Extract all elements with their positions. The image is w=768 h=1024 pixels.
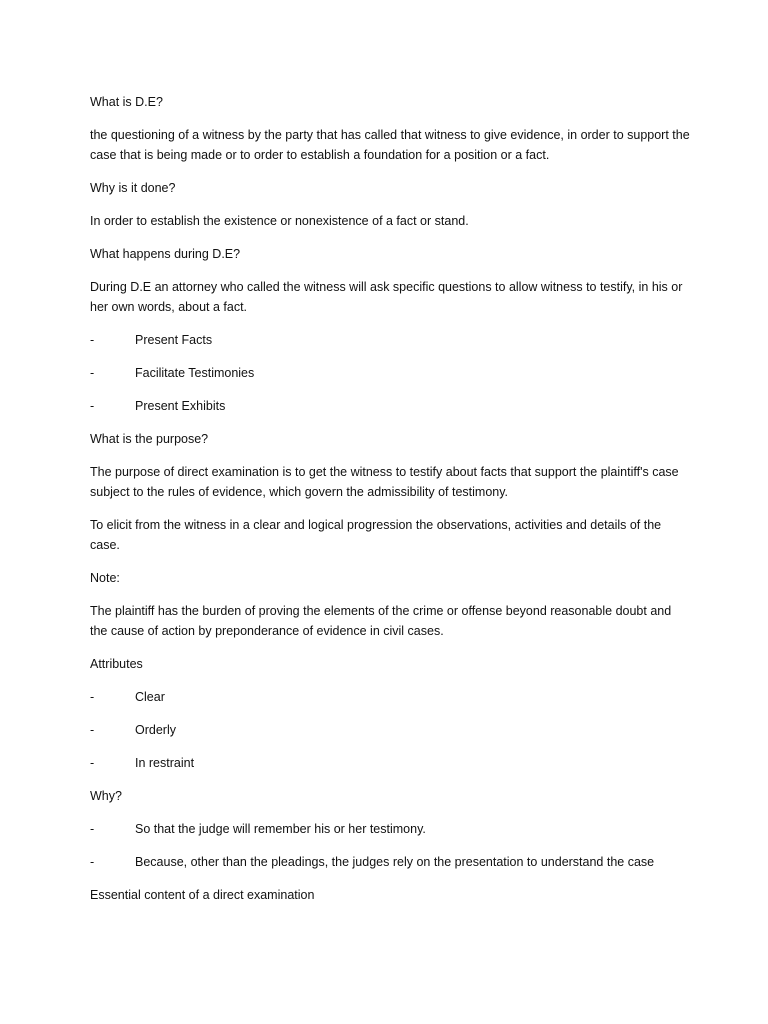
list-item-text: Clear: [135, 690, 165, 704]
list-item-text: Orderly: [135, 723, 176, 737]
dash-marker: -: [90, 756, 95, 770]
document-body: [90, 92, 690, 918]
answer-what-happens: During D.E an attorney who called the witness will ask specific questions to allow witness to testify, in his or her own words, about a fact.: [90, 280, 683, 314]
dash-marker: -: [90, 723, 95, 737]
answer-what-is-de: the questioning of a witness by the party that has called that witness to give evidence, in order to support the case that is being made or to order to establish a foundation for a position or a fact.: [90, 128, 690, 162]
list-item: [90, 819, 690, 839]
list-item: [90, 852, 690, 872]
list-item: [90, 396, 690, 416]
list-item-text: Because, other than the pleadings, the judges rely on the presentation to understand the case: [135, 855, 655, 869]
list-item-text: So that the judge will remember his or her testimony.: [135, 822, 426, 836]
dash-marker: -: [90, 855, 95, 869]
question-purpose: What is the purpose?: [90, 432, 209, 446]
list-item: [90, 363, 690, 383]
list-item: [90, 720, 690, 740]
list-item-text: Present Facts: [135, 333, 213, 347]
list-item-text: Facilitate Testimonies: [135, 366, 255, 380]
attributes-label: Attributes: [90, 657, 143, 671]
list-item: [90, 753, 690, 773]
note-text: The plaintiff has the burden of proving the elements of the crime or offense beyond reasonable doubt and the cause of action by preponderance of evidence in civil cases.: [90, 604, 672, 638]
answer-elicit: To elicit from the witness in a clear and logical progression the observations, activities and details of the case.: [90, 518, 662, 552]
answer-why-done: In order to establish the existence or nonexistence of a fact or stand.: [90, 214, 469, 228]
dash-marker: -: [90, 366, 95, 380]
dash-marker: -: [90, 333, 95, 347]
answer-purpose: The purpose of direct examination is to get the witness to testify about facts that support the plaintiff's case subject to the rules of evidence, which govern the admissibility of testimony.: [90, 465, 679, 499]
question-why-done: Why is it done?: [90, 181, 176, 195]
dash-marker: -: [90, 399, 95, 413]
dash-marker: -: [90, 822, 95, 836]
dash-marker: -: [90, 690, 95, 704]
essential-content-heading: Essential content of a direct examination: [90, 888, 315, 902]
list-item-text: Present Exhibits: [135, 399, 226, 413]
why-label: Why?: [90, 789, 122, 803]
question-what-happens: What happens during D.E?: [90, 247, 241, 261]
list-item-text: In restraint: [135, 756, 195, 770]
question-what-is-de: What is D.E?: [90, 95, 163, 109]
note-label: Note:: [90, 571, 120, 585]
list-item: [90, 330, 690, 350]
list-item: [90, 687, 690, 707]
